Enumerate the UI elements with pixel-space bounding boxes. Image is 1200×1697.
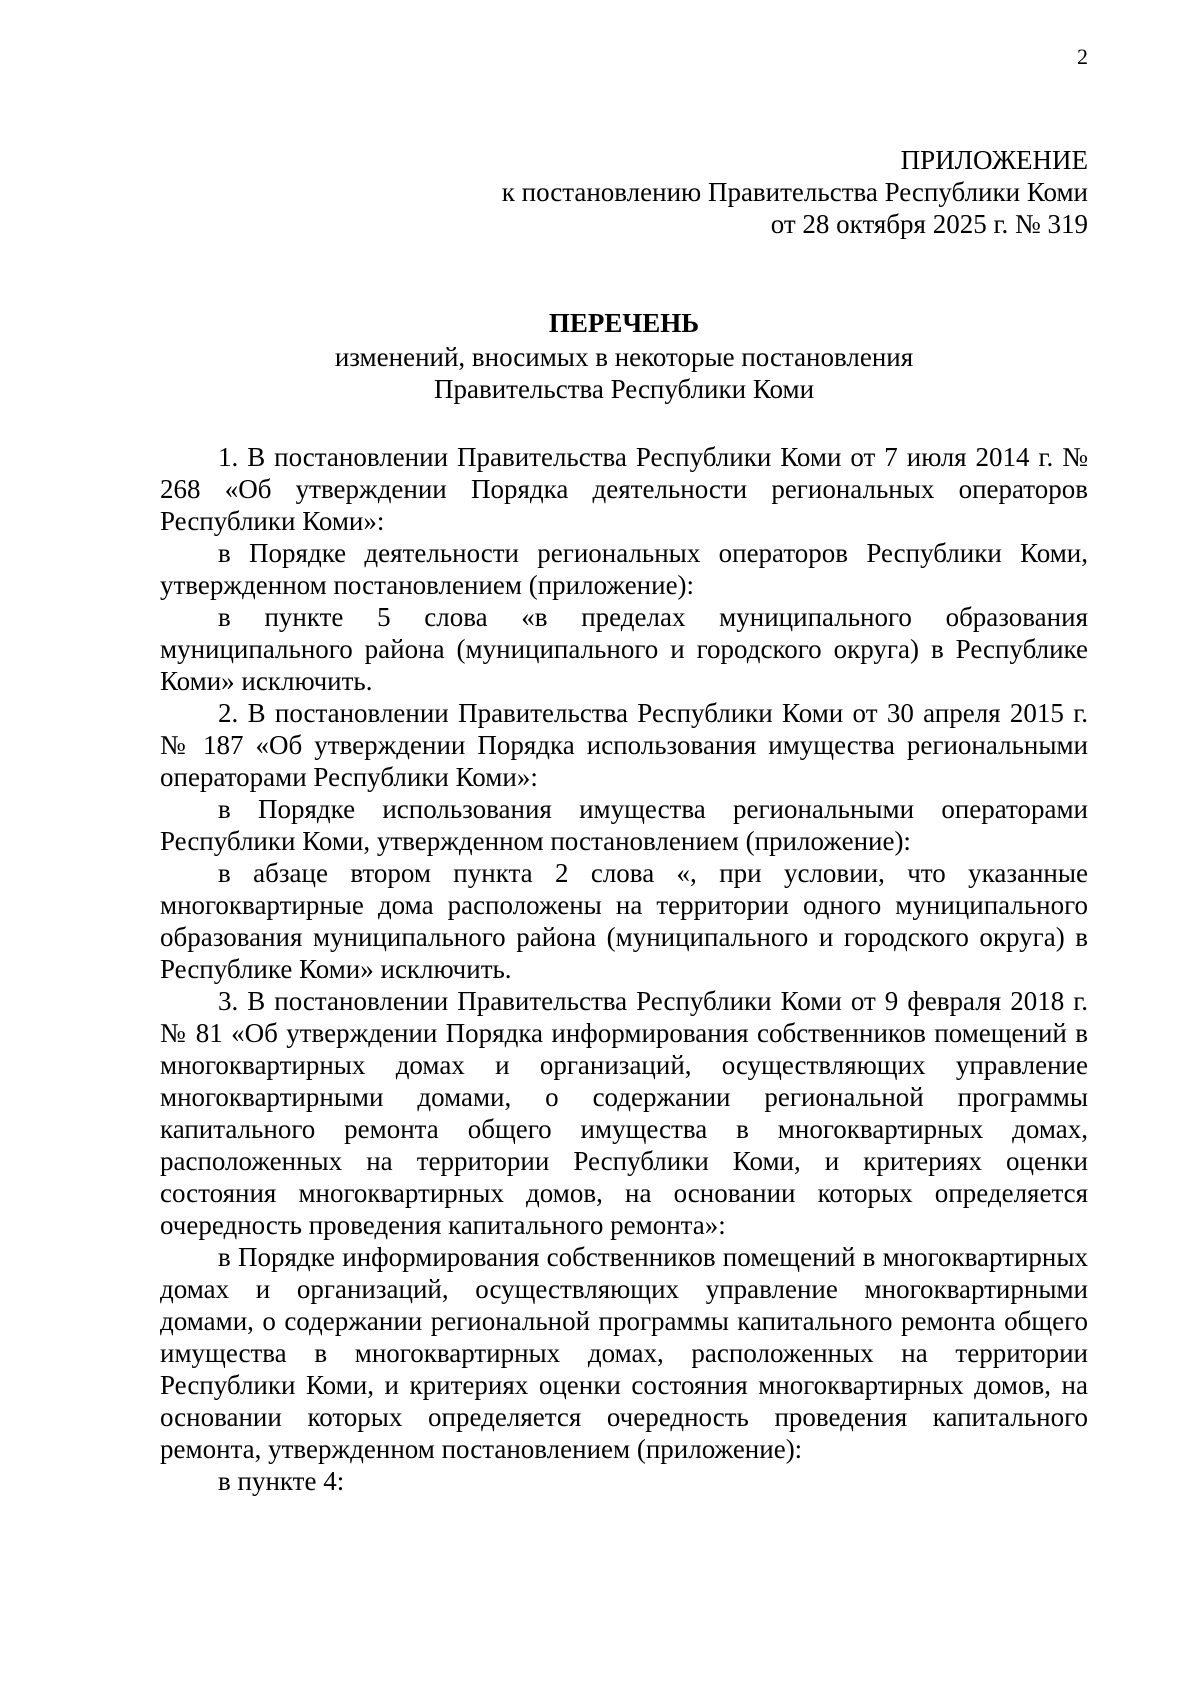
appendix-date-number: от 28 октября 2025 г. № 319 — [770, 209, 1088, 239]
appendix-label: ПРИЛОЖЕНИЕ — [900, 145, 1088, 175]
document-body — [160, 441, 1088, 1497]
document-heading — [160, 307, 1088, 405]
paragraph-5: в Порядке использования имущества региональными операторами Республики Коми, утвержденном постановлением (приложение): — [160, 794, 1088, 856]
paragraph-8: в Порядке информирования собственников помещений в многоквартирных домах и организаций, осуществляющих управление многоквартирными домами, о содержании региональной программы капитального ремонта общего имущества в многоквартирных домах, расположенных на территории Республики Коми, и критериях оценки состояния многоквартирных домов, на основании которых определяется очередность проведения капитального ремонта, утвержденном постановлением (приложение): — [160, 1242, 1088, 1464]
paragraph-9: в пункте 4: — [218, 1466, 345, 1496]
appendix-header — [502, 144, 1088, 240]
document-title: ПЕРЕЧЕНЬ — [548, 308, 700, 338]
appendix-reference: к постановлению Правительства Республики Коми — [501, 177, 1088, 207]
page-number: 2 — [1077, 44, 1088, 69]
paragraph-4: 2. В постановлении Правительства Республики Коми от 30 апреля 2015 г. № 187 «Об утверждении Порядка использования имущества региональными операторами Республики Коми»: — [160, 698, 1088, 792]
document-subtitle-line-1: изменений, вносимых в некоторые постановления — [334, 342, 914, 372]
paragraph-2: в Порядке деятельности региональных операторов Республики Коми, утвержденном постановлением (приложение): — [160, 538, 1088, 600]
paragraph-6: в абзаце втором пункта 2 слова «, при условии, что указанные многоквартирные дома расположены на территории одного муниципального образования муниципального района (муниципального и городского округа) в Республике Коми» исключить. — [160, 858, 1088, 984]
paragraph-3: в пункте 5 слова «в пределах муниципального образования муниципального района (муниципального и городского округа) в Республике Коми» исключить. — [160, 602, 1088, 696]
document-subtitle-line-2: Правительства Республики Коми — [433, 374, 815, 404]
paragraph-7: 3. В постановлении Правительства Республики Коми от 9 февраля 2018 г. № 81 «Об утверждении Порядка информирования собственников помещений в многоквартирных домах и организаций, осуществляющих управление многоквартирными домами, о содержании региональной программы капитального ремонта общего имущества в многоквартирных домах, расположенных на территории Республики Коми, и критериях оценки состояния многоквартирных домов, на основании которых определяется очередность проведения капитального ремонта»: — [160, 986, 1088, 1240]
paragraph-1: 1. В постановлении Правительства Республики Коми от 7 июля 2014 г. № 268 «Об утверждении Порядка деятельности региональных операторов Республики Коми»: — [160, 442, 1088, 536]
